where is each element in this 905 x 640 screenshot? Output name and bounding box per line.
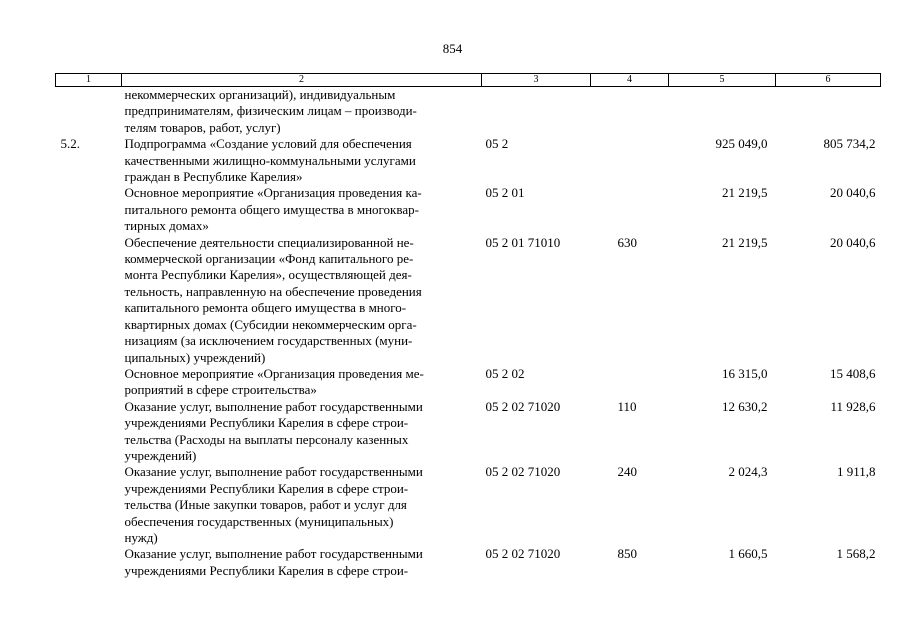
amount-column-5: [669, 87, 776, 137]
expense-name: [122, 464, 482, 546]
amount-column-6: 11 928,6: [830, 398, 876, 414]
amount-column-6: 15 408,6: [830, 365, 876, 381]
expense-name-line: капитального ремонта общего имущества в много-: [124, 300, 407, 316]
target-article-code: 05 2 02 71020: [485, 464, 561, 480]
expense-name-line: Оказание услуг, выполнение работ государственными: [124, 546, 423, 562]
table-row: [56, 399, 881, 465]
expense-name-line: нужд): [124, 529, 158, 545]
expense-type-code: 630: [617, 234, 637, 250]
expense-name-line: обеспечения государственных (муниципальных): [124, 513, 394, 529]
row-number: [56, 185, 122, 234]
page-number: 854: [442, 41, 463, 56]
target-article-code: 05 2 02 71020: [485, 546, 561, 562]
amount-column-6: [776, 87, 881, 137]
expense-name-line: тельность, направленную на обеспечение проведения: [124, 283, 422, 299]
expense-name-line: тирных домах»: [124, 218, 209, 234]
target-article-code: 05 2 02 71020: [485, 398, 561, 414]
expense-name: [122, 87, 482, 137]
expense-type-code: [591, 185, 669, 234]
expense-name-line: ципальных) учреждений): [124, 349, 266, 365]
amount-column-5: 21 219,5: [722, 234, 768, 250]
table-row: [56, 464, 881, 546]
expense-name-line: монта Республики Карелия», осуществляющей дея-: [124, 267, 412, 283]
expense-name-line: учреждений): [124, 447, 197, 463]
expense-type-code: [591, 366, 669, 399]
expense-type-code: [591, 136, 669, 185]
column-header-6: 6: [776, 74, 881, 87]
expense-name: [122, 399, 482, 465]
amount-column-5: 2 024,3: [728, 464, 768, 480]
table-row: [56, 136, 881, 185]
expense-name-line: тельства (Расходы на выплаты персоналу казенных: [124, 431, 409, 447]
row-number: [56, 464, 122, 546]
budget-table: [55, 73, 881, 579]
table-row: [56, 366, 881, 399]
expense-name-line: коммерческой организации «Фонд капитального ре-: [124, 251, 414, 267]
expense-name-line: Подпрограмма «Создание условий для обеспечения: [124, 136, 412, 152]
amount-column-5: 21 219,5: [722, 185, 768, 201]
column-header-5: 5: [669, 74, 776, 87]
expense-name: [122, 235, 482, 366]
amount-column-6: 805 734,2: [823, 136, 876, 152]
target-article-code: 05 2: [485, 136, 509, 152]
expense-name-line: роприятий в сфере строительства»: [124, 382, 317, 398]
table-row: [56, 87, 881, 137]
column-header-2: 2: [122, 74, 482, 87]
row-number: [56, 399, 122, 465]
expense-name: [122, 366, 482, 399]
expense-name-line: телям товаров, работ, услуг): [124, 119, 281, 135]
expense-name-line: учреждениями Республики Карелия в сфере строи-: [124, 562, 409, 578]
expense-name-line: квартирных домах (Субсидии некоммерческим орга-: [124, 316, 417, 332]
target-article-code: 05 2 01: [485, 185, 525, 201]
expense-name-line: качественными жилищно-коммунальными услугами: [124, 152, 416, 168]
expense-type-code: 240: [617, 464, 637, 480]
target-article-code: [482, 87, 591, 137]
expense-name-line: Обеспечение деятельности специализированной не-: [124, 234, 414, 250]
expense-name-line: граждан в Республике Карелия»: [124, 169, 303, 185]
column-number-header: [56, 74, 881, 87]
amount-column-6: 1 911,8: [836, 464, 876, 480]
row-number: [56, 546, 122, 579]
expense-name-line: Оказание услуг, выполнение работ государственными: [124, 464, 423, 480]
expense-name: [122, 136, 482, 185]
expense-name-line: питального ремонта общего имущества в многоквар-: [124, 201, 419, 217]
table-row: [56, 235, 881, 366]
row-number: [56, 87, 122, 137]
amount-column-5: 16 315,0: [722, 365, 768, 381]
amount-column-5: 1 660,5: [728, 546, 768, 562]
expense-name-line: предпринимателям, физическим лицам – производи-: [124, 103, 417, 119]
column-header-3: 3: [482, 74, 591, 87]
amount-column-6: 20 040,6: [830, 185, 876, 201]
expense-name-line: Основное мероприятие «Организация проведения ме-: [124, 365, 424, 381]
row-number: [56, 235, 122, 366]
expense-name-line: некоммерческих организаций), индивидуальным: [124, 87, 396, 102]
expense-name-line: учреждениями Республики Карелия в сфере строи-: [124, 480, 409, 496]
table-body: [56, 87, 881, 580]
row-number: [56, 366, 122, 399]
expense-name-line: учреждениями Республики Карелия в сфере строи-: [124, 415, 409, 431]
expense-name-line: тельства (Иные закупки товаров, работ и услуг для: [124, 497, 407, 513]
expense-type-code: [591, 87, 669, 137]
target-article-code: 05 2 02: [485, 365, 525, 381]
table-row: [56, 546, 881, 579]
column-header-1: 1: [56, 74, 122, 87]
expense-name-line: Оказание услуг, выполнение работ государственными: [124, 398, 423, 414]
table-row: [56, 185, 881, 234]
amount-column-6: 20 040,6: [830, 234, 876, 250]
amount-column-5: 925 049,0: [715, 136, 768, 152]
expense-name: [122, 185, 482, 234]
row-number: 5.2.: [60, 136, 80, 152]
expense-name-line: низациям (за исключением государственных (муни-: [124, 333, 413, 349]
column-header-4: 4: [591, 74, 669, 87]
amount-column-6: 1 568,2: [836, 546, 876, 562]
expense-name-line: Основное мероприятие «Организация проведения ка-: [124, 185, 422, 201]
amount-column-5: 12 630,2: [722, 398, 768, 414]
expense-name: [122, 546, 482, 579]
expense-type-code: 110: [617, 398, 637, 414]
target-article-code: 05 2 01 71010: [485, 234, 561, 250]
expense-type-code: 850: [617, 546, 637, 562]
